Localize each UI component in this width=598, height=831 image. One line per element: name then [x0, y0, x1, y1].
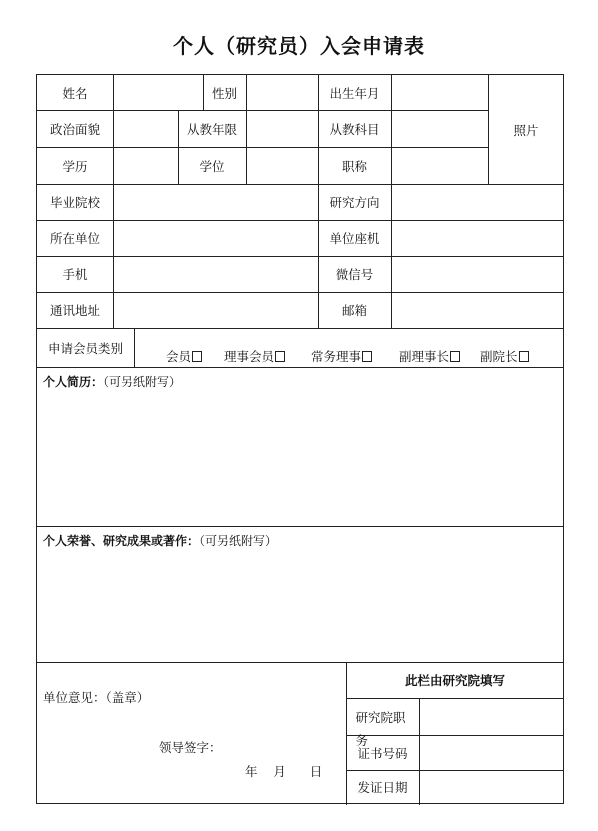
label-degree: 学位 [199, 158, 225, 174]
wechat-field[interactable] [392, 257, 563, 291]
label-education: 学历 [62, 158, 88, 174]
label-issue-date: 发证日期 [357, 780, 408, 795]
photo-box[interactable]: 照片 [513, 122, 539, 138]
option-council-member-label: 理事会员 [224, 349, 275, 364]
resume-note: （可另纸附写） [103, 375, 182, 389]
label-politics: 政治面貌 [49, 122, 100, 137]
school-field[interactable] [114, 185, 317, 219]
label-mobile: 手机 [62, 267, 88, 282]
resume-textarea[interactable] [38, 391, 563, 525]
institute-header: 此栏由研究院填写 [404, 673, 505, 688]
subject-field[interactable] [392, 112, 487, 146]
address-field[interactable] [114, 293, 317, 327]
date-label: 年 月 日 [245, 764, 323, 779]
label-teaching-years: 从教年限 [186, 122, 237, 137]
form-title: 个人（研究员）入会申请表 [173, 34, 425, 58]
option-council-member[interactable] [224, 337, 285, 375]
label-birth: 出生年月 [329, 86, 380, 101]
option-vice-chairman[interactable] [399, 337, 460, 375]
label-research: 研究方向 [329, 195, 380, 210]
option-member-label: 会员 [166, 349, 192, 364]
checkbox[interactable] [275, 351, 285, 362]
label-name: 姓名 [62, 86, 88, 101]
email-field[interactable] [392, 293, 563, 327]
row-divider [37, 526, 564, 527]
checkbox[interactable] [192, 351, 202, 362]
position-field[interactable] [420, 699, 563, 734]
option-vice-president-label: 副院长 [480, 349, 518, 364]
honors-title: 个人荣誉、研究成果或著作： [43, 534, 200, 548]
leader-sign-label: 领导签字： [159, 740, 222, 755]
opinion-label: 单位意见：（盖章） [43, 690, 150, 705]
resume-title: 个人简历： [43, 375, 104, 389]
name-field[interactable] [114, 76, 202, 110]
label-unit-phone: 单位座机 [329, 231, 380, 246]
birth-field[interactable] [392, 76, 487, 110]
label-unit: 所在单位 [49, 231, 100, 246]
teaching-years-field[interactable] [247, 112, 317, 146]
checkbox[interactable] [519, 351, 529, 362]
honors-note: （可另纸附写） [199, 534, 278, 548]
checkbox[interactable] [362, 351, 372, 362]
label-school: 毕业院校 [49, 195, 100, 210]
application-form [36, 74, 564, 804]
label-title-rank: 职称 [341, 158, 367, 174]
issue-date-field[interactable] [420, 771, 563, 803]
label-position [346, 698, 419, 748]
label-gender: 性别 [211, 86, 237, 101]
label-cert-no: 证书号码 [357, 745, 408, 761]
research-field[interactable] [392, 185, 563, 219]
checkbox[interactable] [450, 351, 460, 362]
label-position-text: 研究院职务 [355, 710, 406, 748]
title-rank-field[interactable] [392, 148, 487, 183]
politics-field[interactable] [114, 112, 177, 146]
label-subject: 从教科目 [329, 122, 380, 137]
unit-field[interactable] [114, 221, 317, 255]
gender-field[interactable] [247, 76, 317, 110]
education-field[interactable] [114, 148, 177, 183]
option-vice-president[interactable] [480, 337, 529, 375]
degree-field[interactable] [247, 148, 317, 183]
honors-textarea[interactable] [38, 550, 563, 661]
option-executive-council-label: 常务理事 [311, 349, 362, 364]
resume-heading [43, 373, 181, 390]
label-email: 邮箱 [341, 303, 367, 318]
label-membership: 申请会员类别 [47, 340, 123, 356]
label-address: 通讯地址 [49, 303, 100, 318]
unit-phone-field[interactable] [392, 221, 563, 255]
mobile-field[interactable] [114, 257, 317, 291]
cert-no-field[interactable] [420, 736, 563, 769]
label-wechat: 微信号 [335, 267, 374, 282]
option-member[interactable] [166, 337, 202, 375]
leader-signature-field[interactable] [227, 735, 337, 757]
col-divider [134, 328, 135, 367]
honors-heading [43, 532, 277, 549]
option-executive-council[interactable] [311, 337, 372, 375]
option-vice-chairman-label: 副理事长 [399, 349, 450, 364]
